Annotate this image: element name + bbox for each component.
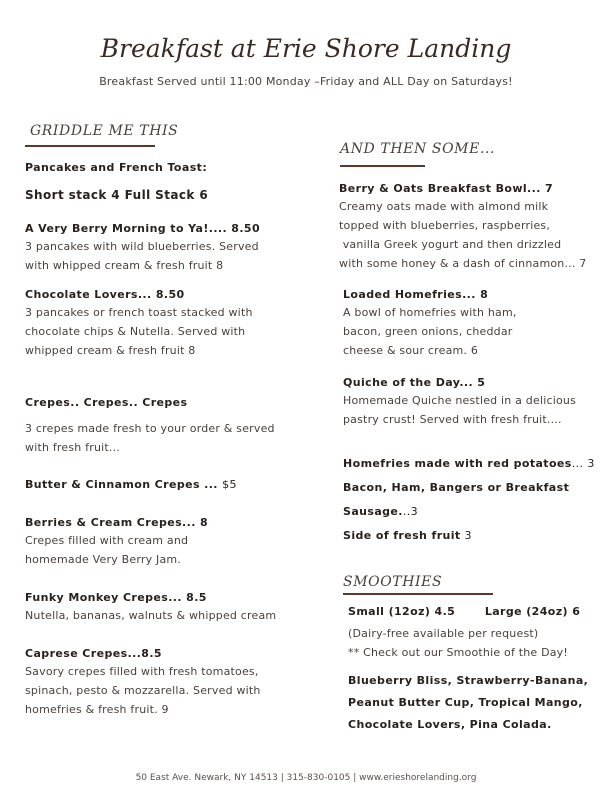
- bacon-ham-title: Bacon, Ham, Bangers or Breakfast: [343, 481, 570, 494]
- crepes-heading: Crepes.. Crepes.. Crepes: [25, 396, 188, 409]
- funky-monkey-desc: Nutella, bananas, walnuts & whipped cream: [25, 609, 277, 622]
- pancakes-heading: Pancakes and French Toast:: [25, 161, 208, 174]
- stack-prices: Short stack 4 Full Stack 6: [25, 188, 209, 202]
- chocolate-lovers-desc: 3 pancakes or french toast stacked with chocolate chips & Nutella. Served with whipped cream & fresh fruit 8: [25, 306, 253, 357]
- quiche-desc: Homemade Quiche nestled in a delicious pastry crust! Served with fresh fruit....: [343, 394, 577, 426]
- section-rule: [25, 145, 155, 147]
- footer-contact: 50 East Ave. Newark, NY 14513 | 315-830-0105 | www.erieshorelanding.org: [135, 773, 477, 783]
- page-title: Breakfast at Erie Shore Landing: [100, 34, 512, 63]
- quiche-title: Quiche of the Day... 5: [343, 376, 486, 389]
- sausage-title: Sausage...3: [343, 505, 419, 518]
- caprese-desc: Savory crepes filled with fresh tomatoes, spinach, pesto & mozzarella. Served with homefries & fresh fruit. 9: [25, 665, 261, 716]
- section-heading-smoothies: SMOOTHIES: [343, 574, 443, 590]
- crepes-desc: 3 crepes made fresh to your order & served with fresh fruit...: [25, 422, 275, 454]
- smoothie-flavors: Blueberry Bliss, Strawberry-Banana, Peanut Butter Cup, Tropical Mango, Chocolate Lovers, Pina Colada.: [348, 674, 589, 731]
- section-rule: [343, 593, 493, 595]
- oats-bowl-title: Berry & Oats Breakfast Bowl... 7: [339, 182, 554, 195]
- berry-morning-desc: 3 pancakes with wild blueberries. Served with whipped cream & fresh fruit 8: [25, 240, 259, 272]
- berries-cream-title: Berries & Cream Crepes... 8: [25, 516, 209, 529]
- butter-cinnamon-title: Butter & Cinnamon Crepes ... $5: [25, 478, 237, 491]
- oats-bowl-desc: Creamy oats made with almond milk topped with blueberries, raspberries, vanilla Greek yogurt and then drizzled with some honey & a dash of cinnamon... 7: [339, 200, 587, 270]
- section-heading-griddle: GRIDDLE ME THIS: [30, 123, 179, 139]
- side-fruit-title: Side of fresh fruit 3: [343, 529, 472, 542]
- section-rule: [340, 165, 425, 167]
- loaded-homefries-desc: A bowl of homefries with ham, bacon, green onions, cheddar cheese & sour cream. 6: [343, 306, 517, 357]
- chocolate-lovers-title: Chocolate Lovers... 8.50: [25, 288, 185, 301]
- berries-cream-desc: Crepes filled with cream and homemade Very Berry Jam.: [25, 534, 189, 566]
- red-potatoes-title: Homefries made with red potatoes... 3: [343, 457, 595, 470]
- funky-monkey-title: Funky Monkey Crepes... 8.5: [25, 591, 207, 604]
- section-heading-more: AND THEN SOME...: [340, 141, 496, 157]
- berry-morning-title: A Very Berry Morning to Ya!.... 8.50: [25, 222, 261, 235]
- smoothie-sizes: Small (12oz) 4.5 Large (24oz) 6: [348, 605, 581, 618]
- page-subtitle: Breakfast Served until 11:00 Monday –Friday and ALL Day on Saturdays!: [99, 75, 513, 88]
- smoothie-notes: (Dairy-free available per request) ** Check out our Smoothie of the Day!: [348, 627, 569, 659]
- caprese-title: Caprese Crepes...8.5: [25, 647, 162, 660]
- loaded-homefries-title: Loaded Homefries... 8: [343, 288, 489, 301]
